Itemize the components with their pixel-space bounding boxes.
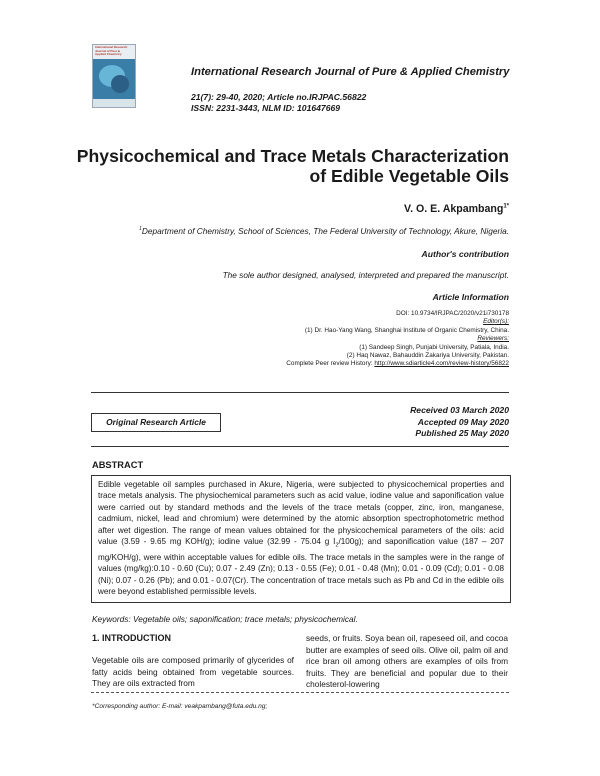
review-history: Complete Peer review History: http://www.sdiarticle4.com/review-history/56822	[286, 360, 509, 368]
intro-column-right: seeds, or fruits. Soya bean oil, rapeseed oil, and cocoa butter are examples of seed oils. Olive oil, palm oil and rice bran oil among others are examples of oils from fruits. They are beneficial and popular due to their cholesterol-lowering	[306, 633, 509, 690]
journal-name: International Research Journal of Pure & Applied Chemistry	[191, 66, 510, 78]
paper-title: Physicochemical and Trace Metals Characterization of Edible Vegetable Oils	[76, 146, 509, 186]
editors-label: Editor(s):	[483, 318, 509, 326]
author: V. O. E. Akpambang$^{1*}$	[404, 203, 509, 215]
abstract-heading: ABSTRACT	[92, 460, 144, 470]
section-heading-introduction: 1. INTRODUCTION	[92, 633, 172, 643]
editor: (1) Dr. Hao-Yang Wang, Shanghai Institute of Organic Chemistry, China.	[304, 326, 509, 334]
published-date: Published 25 May 2020	[415, 428, 509, 438]
abstract-body: Edible vegetable oil samples purchased in Akure, Nigeria, were subjected to physicochemical properties and trace metals analysis. The physiochemical parameters such as acid value, iodine value and saponification value were carried out by standard methods and the levels of the trace metals (copper, zinc, iron, manganese, cadmium, nickel, lead and chromium) were determined by the atomic absorption spectrophotometric method after wet digestion. The range of mean values obtained for the physicochemical parameters of the oils: acid value (3.59 - 9.65 mg KOH/g); iodine value (32.99 - 75.04 g $I_2/100g$); and saponification value (187 – 207 mg/KOH/g), were within acceptable values for edible oils. The trace metals in the samples were in the range of values (mg/kg):0.10 - 0.60 (Cu); 0.07 - 2.49 (Zn); 0.13 - 0.55 (Fe); 0.01 - 0.48 (Mn); 0.01 - 0.09 (Cd); 0.01 - 0.08 (Ni); 0.07 - 0.26 (Pb); and 0.01 - 0.07(Cr). The concentration of trace metals such as Pb and Cd in the edible oils were beyond established permissible levels.	[91, 475, 511, 603]
cover-image-blob	[111, 75, 129, 93]
article-type-box: Original Research Article	[91, 413, 221, 432]
footnote-divider	[91, 692, 509, 693]
review-history-link[interactable]: http://www.sdiarticle4.com/review-history/56822	[374, 360, 509, 368]
reviewers-label: Reviewers:	[477, 335, 509, 343]
article-dates	[410, 405, 509, 440]
received-date: Received 03 March 2020	[410, 405, 509, 415]
affiliation: $^1$Department of Chemistry, School of Sciences, The Federal University of Technology, Akure, Nigeria.	[139, 226, 509, 236]
reviewer: (1) Sandeep Singh, Punjabi University, Patiala, India.	[359, 343, 509, 351]
article-info-heading: Article Information	[432, 292, 509, 302]
corresponding-author-footnote: *Corresponding author: E-mail: veakpambang@futa.edu.ng;	[92, 703, 268, 710]
contribution-heading: Author's contribution	[421, 249, 509, 259]
article-info	[286, 310, 509, 369]
issn-info: ISSN: 2231-3443, NLM ID: 101647669	[191, 103, 341, 113]
cover-footer-band	[93, 99, 135, 107]
journal-cover-thumbnail	[92, 44, 136, 108]
divider	[91, 446, 509, 447]
keywords: Keywords: Vegetable oils; saponification; trace metals; physicochemical.	[92, 614, 358, 624]
divider	[91, 392, 509, 393]
accepted-date: Accepted 09 May 2020	[417, 416, 509, 427]
contribution-text: The sole author designed, analysed, interpreted and prepared the manuscript.	[222, 270, 509, 280]
doi: DOI: 10.9734/IRJPAC/2020/v21i730178	[396, 310, 509, 317]
issue-info: 21(7): 29-40, 2020; Article no.IRJPAC.56822	[191, 92, 367, 102]
intro-column-left: Vegetable oils are composed primarily of glycerides of fatty acids being obtained from vegetable sources. They are oils extracted from	[92, 655, 294, 689]
cover-title-text: International Research Journal of Pure & Applied Chemistry	[95, 45, 128, 57]
reviewer: (2) Haq Nawaz, Bahauddin Zakariya University, Pakistan.	[346, 352, 509, 360]
